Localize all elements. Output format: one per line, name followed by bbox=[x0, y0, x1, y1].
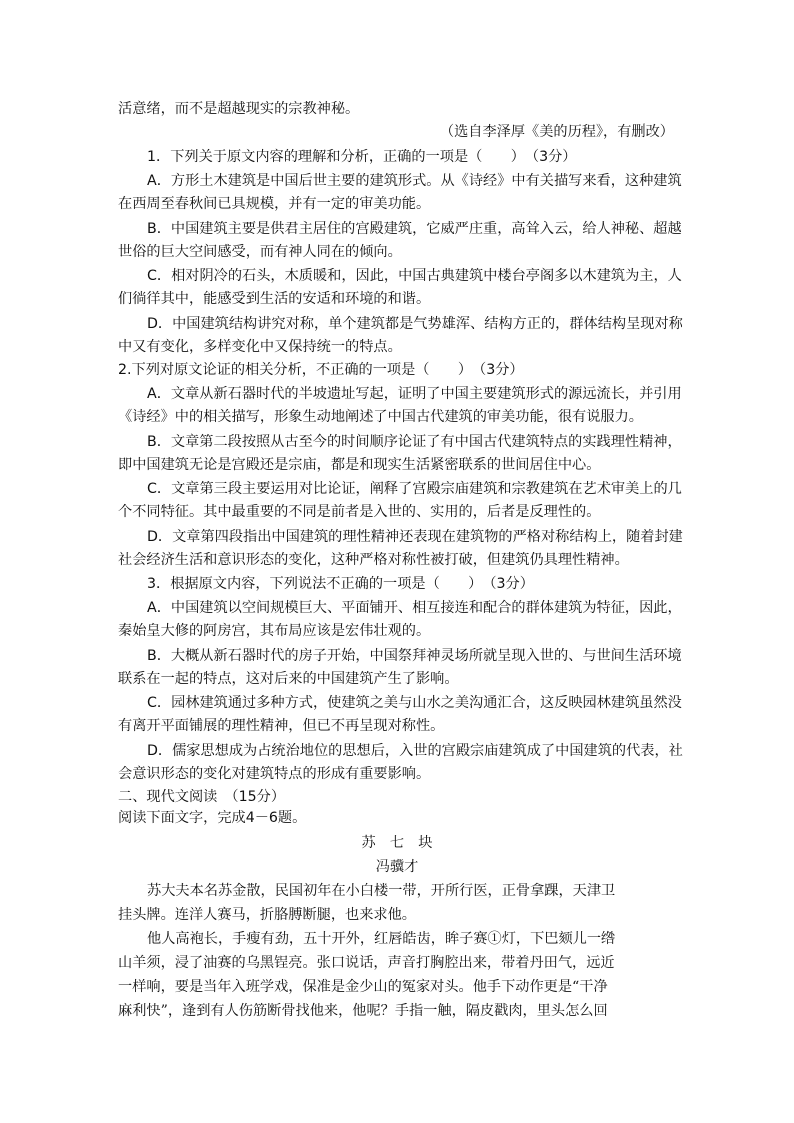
text-line: 即中国建筑无论是宫殿还是宗庙，都是和现实生活紧密联系的世间居住中心。 bbox=[118, 457, 601, 473]
text-line: 活意绪，而不是超越现实的宗教神秘。 bbox=[118, 101, 360, 117]
text-line: B．中国建筑主要是供君主居住的宫殿建筑，它威严庄重，高耸入云，给人神秘、超越 bbox=[147, 221, 682, 237]
text-line: 个不同特征。其中最重要的不同是前者是入世的、实用的，后者是反理性的。 bbox=[118, 504, 601, 520]
text-line: B．文章第二段按照从古至今的时间顺序论证了有中国古代建筑特点的实践理性精神， bbox=[147, 434, 682, 450]
text-line: 一样响，要是当年入班学戏，保准是金少山的冤家对头。他手下动作更是“干净 bbox=[118, 979, 608, 995]
text-line: A．文章从新石器时代的半坡遗址写起，证明了中国主要建筑形式的源远流长，并引用 bbox=[147, 386, 682, 402]
text-line: 3．根据原文内容，下列说法不正确的一项是（ ） （3分） bbox=[147, 576, 534, 592]
text-line: （选自李泽厚《美的历程》，有删改） bbox=[439, 124, 674, 140]
text-line: 会意识形态的变化对建筑特点的形成有重要影响。 bbox=[118, 766, 431, 782]
text-line: 冯骥才 bbox=[375, 859, 419, 875]
text-line: 麻利快”，逢到有人伤筋断骨找他来，他呢？手指一触，隔皮戳肉，里头怎么回 bbox=[118, 1003, 608, 1019]
text-line: D．文章第四段指出中国建筑的理性精神还表现在建筑物的严格对称结构上，随着封建 bbox=[147, 529, 683, 545]
text-line: D．儒家思想成为占统治地位的思想后，入世的宫殿宗庙建筑成了中国建筑的代表，社 bbox=[147, 743, 683, 759]
text-line: C．文章第三段主要运用对比论证，阐释了宫殿宗庙建筑和宗教建筑在艺术审美上的几 bbox=[147, 481, 682, 497]
text-line: 联系在一起的特点，这对后来的中国建筑产生了影响。 bbox=[118, 671, 459, 687]
text-line: 挂头牌。连洋人赛马，折胳膊断腿，也来求他。 bbox=[118, 907, 416, 923]
text-line: A．方形土木建筑是中国后世主要的建筑形式。从《诗经》中有关描写来看，这种建筑 bbox=[147, 173, 682, 189]
text-line: 二、现代文阅读 （15分） bbox=[118, 789, 286, 805]
text-line: 山羊须，浸了油赛的乌黑锃亮。张口说话，声音打胸腔出来，带着丹田气，远近 bbox=[118, 955, 615, 971]
text-line: 有离开平面铺展的理性精神，但已不再呈现对称性。 bbox=[118, 718, 445, 734]
text-line: 他人高袍长，手瘦有劲，五十开外，红唇皓齿，眸子赛①灯，下巴颏儿一绺 bbox=[147, 931, 616, 947]
text-line: 1．下列关于原文内容的理解和分析，正确的一项是（ ） （3分） bbox=[147, 149, 577, 165]
text-line: 阅读下面文字，完成4－6题。 bbox=[118, 810, 307, 826]
text-line: 苏 七 块 bbox=[361, 835, 433, 851]
text-line: 《诗经》中的相关描写，形象生动地阐述了中国古代建筑的审美功能，很有说服力。 bbox=[118, 409, 643, 425]
text-line: 苏大夫本名苏金散，民国初年在小白楼一带，开所行医，正骨拿踝，天津卫 bbox=[147, 883, 616, 899]
text-line: C．相对阴冷的石头，木质暖和，因此，中国古典建筑中楼台亭阁多以木建筑为主，人 bbox=[147, 268, 682, 284]
text-line: A．中国建筑以空间规模巨大、平面铺开、相互接连和配合的群体建筑为特征，因此， bbox=[147, 600, 682, 616]
text-line: 中又有变化，多样变化中又保持统一的特点。 bbox=[118, 339, 402, 355]
text-line: 在西周至春秋间已具规模，并有一定的审美功能。 bbox=[118, 196, 431, 212]
text-line: 秦始皇大修的阿房宫，其布局应该是宏伟壮观的。 bbox=[118, 623, 431, 639]
text-line: B．大概从新石器时代的房子开始，中国祭拜神灵场所就呈现入世的、与世间生活环境 bbox=[147, 648, 682, 664]
text-line: 社会经济生活和意识形态的变化，这种严格对称性被打破，但建筑仍具理性精神。 bbox=[118, 552, 629, 568]
text-line: C．园林建筑通过多种方式，使建筑之美与山水之美沟通汇合，这反映园林建筑虽然没 bbox=[147, 695, 682, 711]
text-line: 2.下列对原文论证的相关分析，不正确的一项是（ ） （3分） bbox=[118, 362, 524, 378]
text-line: 世俗的巨大空间感受，而有神人同在的倾向。 bbox=[118, 244, 402, 260]
text-line: D．中国建筑结构讲究对称，单个建筑都是气势雄浑、结构方正的，群体结构呈现对称 bbox=[147, 316, 683, 332]
text-line: 们徜徉其中，能感受到生活的安适和环境的和谐。 bbox=[118, 291, 431, 307]
